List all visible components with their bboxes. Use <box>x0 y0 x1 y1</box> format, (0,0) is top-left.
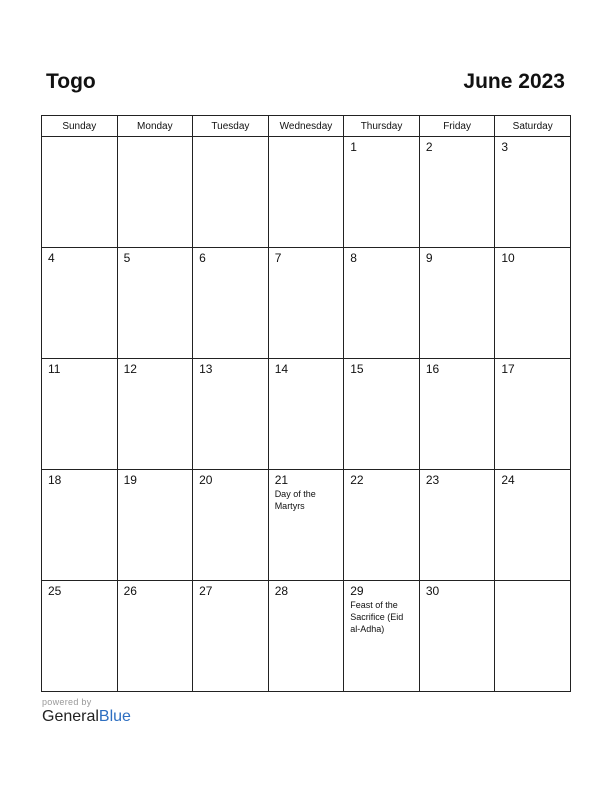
day-cell <box>419 359 495 470</box>
weekday-saturday: Saturday <box>495 116 571 137</box>
day-cell <box>42 137 118 248</box>
day-cell <box>419 470 495 581</box>
day-cell <box>419 581 495 692</box>
day-cell <box>344 248 420 359</box>
day-cell <box>42 359 118 470</box>
day-cell <box>193 581 269 692</box>
weekday-wednesday: Wednesday <box>268 116 344 137</box>
generalblue-logo <box>42 708 131 726</box>
weekday-header-row <box>42 116 571 137</box>
day-cell <box>344 359 420 470</box>
day-number: 11 <box>48 362 61 376</box>
week-row <box>42 581 571 692</box>
holiday-label: Day of the Martyrs <box>274 489 316 511</box>
day-number: 21 <box>274 473 289 487</box>
day-cell <box>495 137 571 248</box>
day-number: 28 <box>274 584 289 598</box>
day-number: 3 <box>501 140 509 154</box>
day-cell <box>117 581 193 692</box>
day-number: 22 <box>350 473 364 487</box>
day-number: 5 <box>123 251 131 265</box>
brand-blue: Blue <box>98 708 131 725</box>
day-number: 1 <box>350 140 357 154</box>
day-cell <box>268 470 344 581</box>
day-cell <box>419 137 495 248</box>
calendar-grid <box>41 115 571 692</box>
week-row <box>42 359 571 470</box>
month-year-title: June 2023 <box>463 70 565 93</box>
day-cell <box>344 470 420 581</box>
day-number: 2 <box>425 140 433 154</box>
week-row <box>42 137 571 248</box>
day-cell <box>268 581 344 692</box>
day-number: 29 <box>350 584 364 598</box>
day-cell <box>42 248 118 359</box>
day-number: 12 <box>123 362 137 376</box>
day-number: 25 <box>48 584 62 598</box>
weekday-tuesday: Tuesday <box>193 116 269 137</box>
day-cell <box>117 359 193 470</box>
day-cell <box>117 470 193 581</box>
day-cell <box>495 581 571 692</box>
day-number: 30 <box>425 584 440 598</box>
week-row <box>42 248 571 359</box>
day-cell <box>344 137 420 248</box>
day-number: 8 <box>350 251 357 265</box>
day-cell <box>42 581 118 692</box>
day-number: 24 <box>501 473 515 487</box>
day-number: 9 <box>425 251 433 265</box>
day-cell <box>495 359 571 470</box>
day-cell <box>268 248 344 359</box>
day-number: 7 <box>274 251 282 265</box>
day-cell <box>42 470 118 581</box>
day-cell <box>117 248 193 359</box>
day-number: 13 <box>199 362 213 376</box>
footer-branding <box>42 697 131 726</box>
day-number: 26 <box>123 584 137 598</box>
day-number: 18 <box>48 473 62 487</box>
day-number: 10 <box>501 251 515 265</box>
weekday-sunday: Sunday <box>42 116 118 137</box>
day-cell <box>117 137 193 248</box>
day-number: 6 <box>199 251 206 265</box>
weekday-friday: Friday <box>419 116 495 137</box>
day-number: 17 <box>501 362 515 376</box>
day-cell <box>193 248 269 359</box>
day-number: 27 <box>199 584 213 598</box>
day-number: 4 <box>48 251 55 265</box>
day-cell <box>495 470 571 581</box>
weekday-thursday: Thursday <box>344 116 420 137</box>
day-cell <box>193 470 269 581</box>
day-cell <box>344 581 420 692</box>
day-number: 23 <box>425 473 440 487</box>
country-title: Togo <box>46 70 96 93</box>
weekday-monday: Monday <box>117 116 193 137</box>
powered-by-text: powered by <box>42 697 92 707</box>
day-number: 16 <box>425 362 440 376</box>
holiday-label: Feast of the Sacrifice (Eid al-Adha) <box>350 600 404 634</box>
day-cell <box>193 137 269 248</box>
brand-general: General <box>42 708 99 725</box>
day-cell <box>419 248 495 359</box>
week-row <box>42 470 571 581</box>
day-number: 14 <box>274 362 289 376</box>
day-cell <box>495 248 571 359</box>
day-number: 19 <box>123 473 137 487</box>
day-number: 15 <box>350 362 364 376</box>
day-cell <box>193 359 269 470</box>
day-cell <box>268 137 344 248</box>
day-number: 20 <box>199 473 213 487</box>
day-cell <box>268 359 344 470</box>
